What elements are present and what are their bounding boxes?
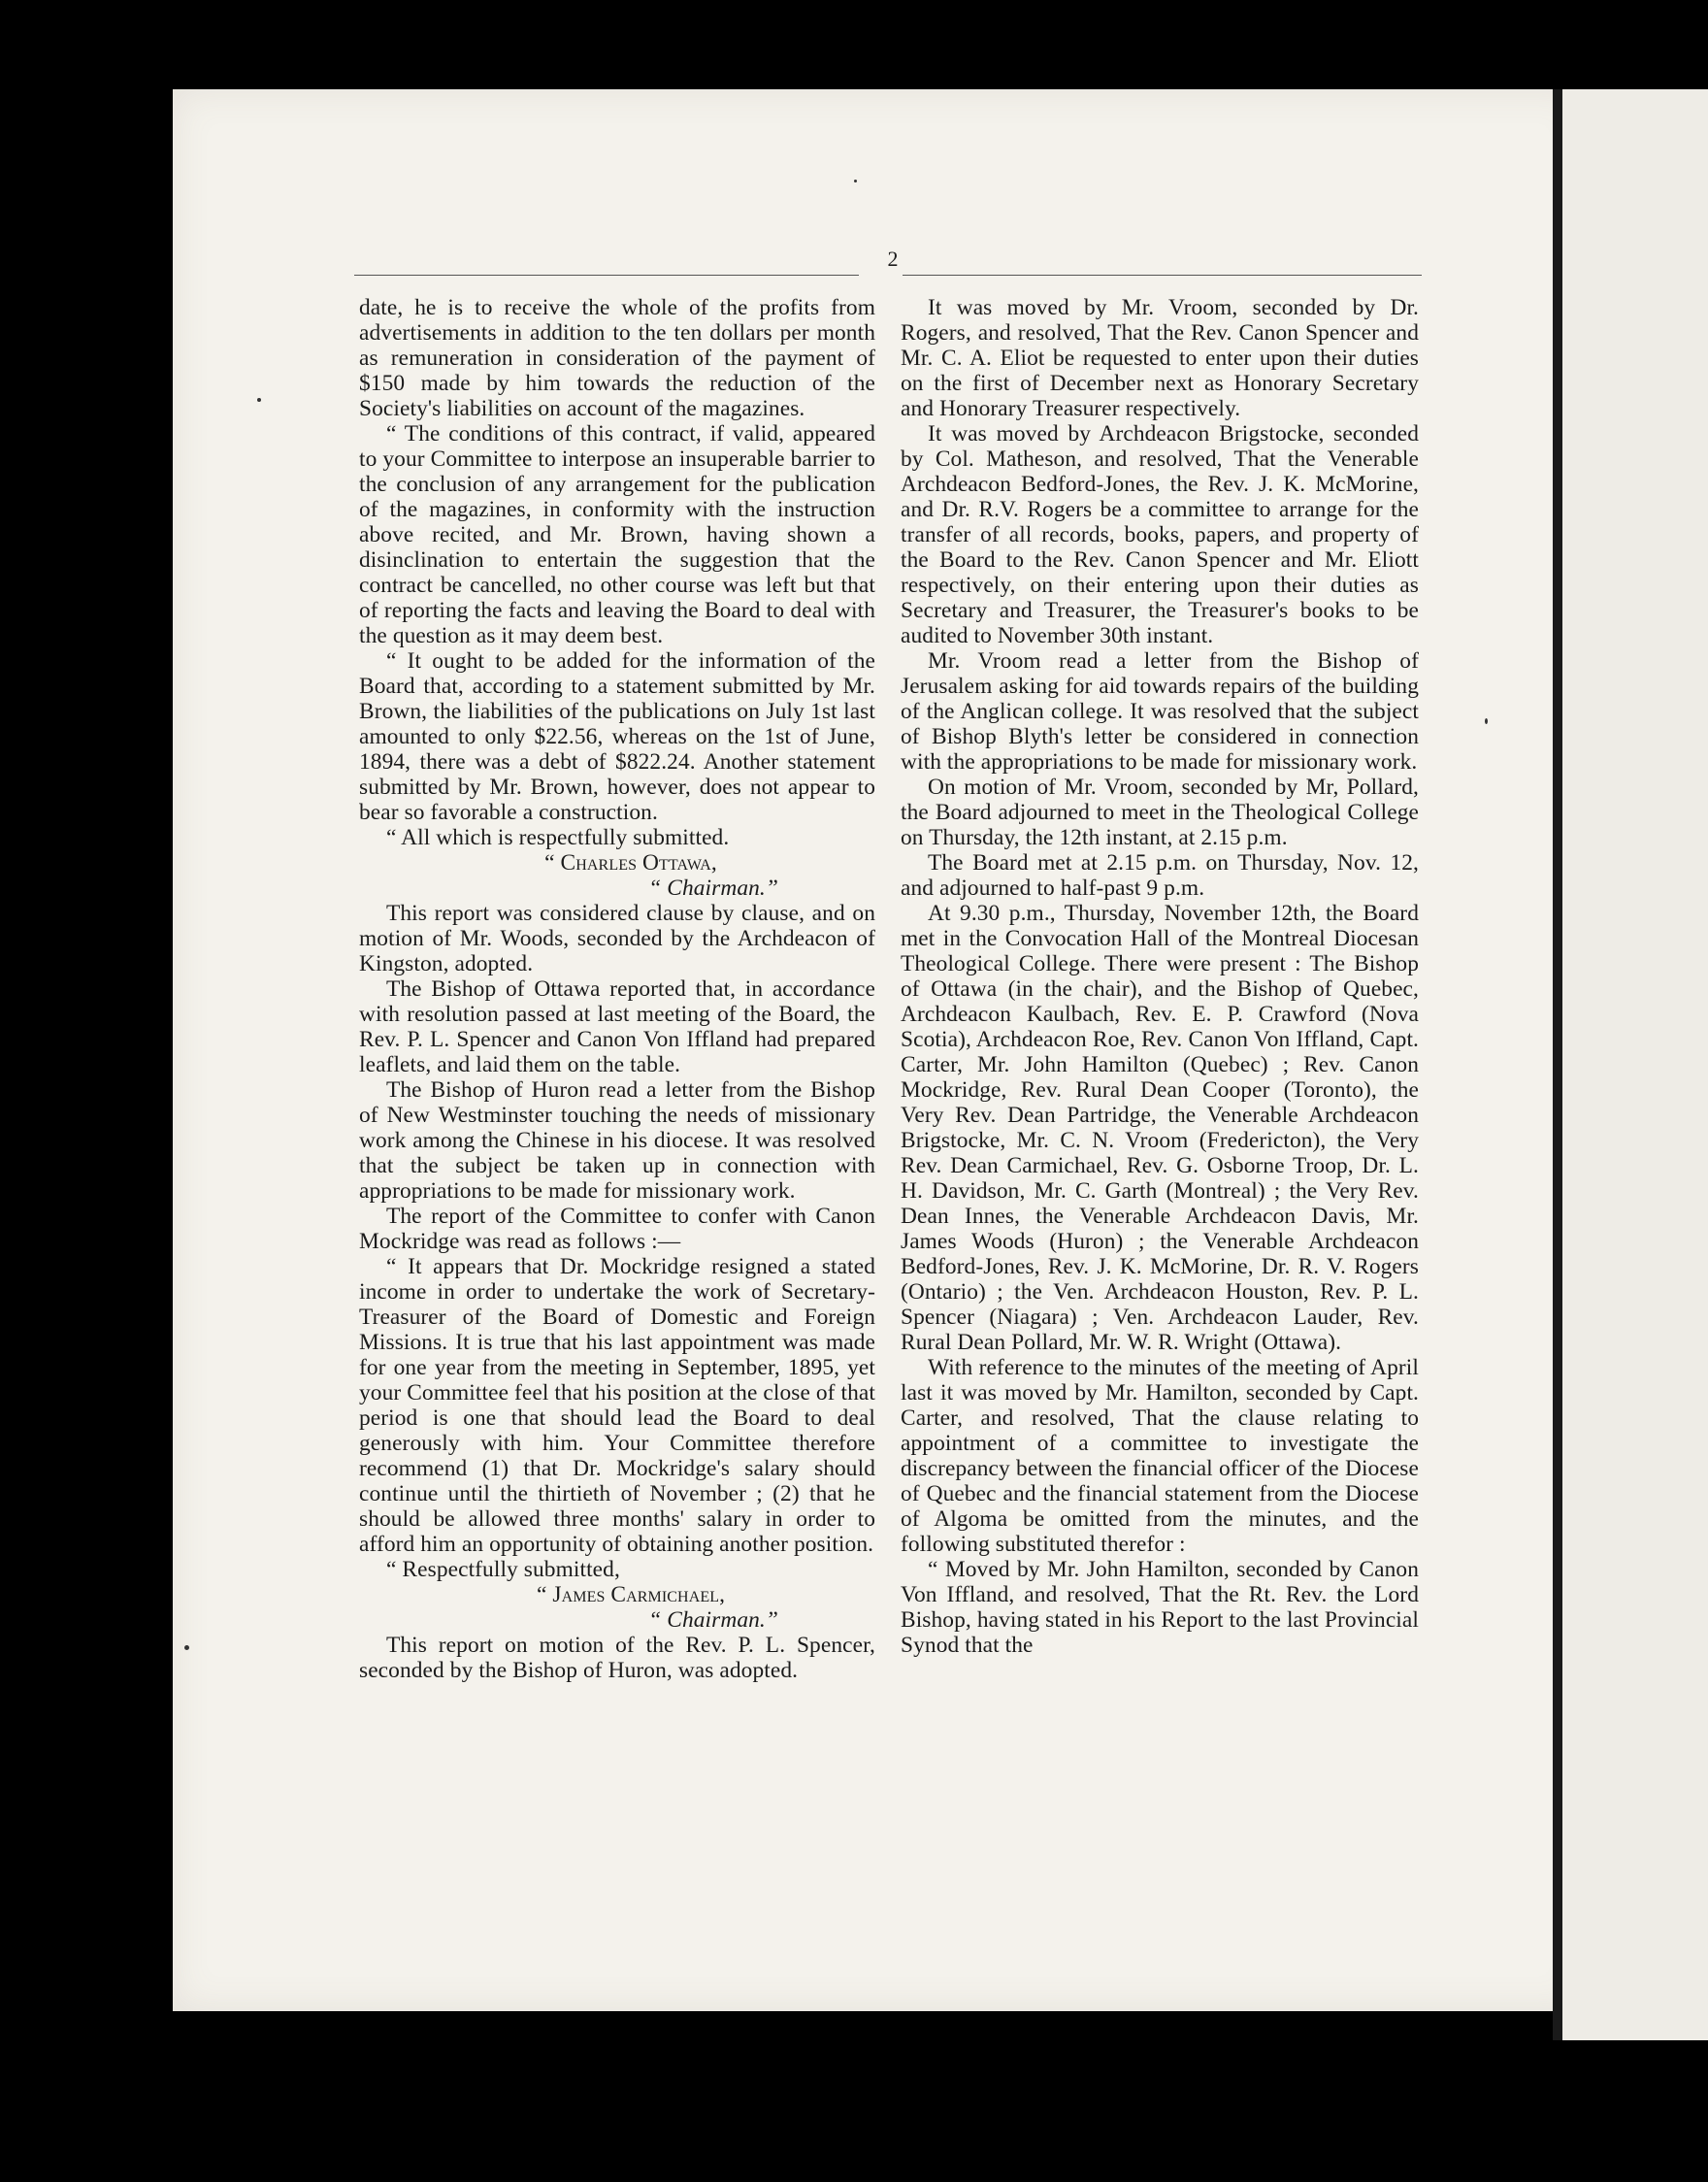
left-column <box>359 295 875 1683</box>
paragraph: With reference to the minutes of the meeting of April last it was moved by Mr. Hamilton, seconded by Capt. Carter, and resolved, That the clause relating to appointment of a committee to investigate the discrepancy between the financial officer of the Diocese of Quebec and the financial statement from the Diocese of Algoma be omitted from the minutes, and the following substituted therefor : <box>901 1355 1419 1557</box>
scan-speck <box>854 180 857 182</box>
signature-name: “ Charles Ottawa, <box>544 850 717 876</box>
scan-speck <box>184 1645 189 1650</box>
paragraph: On motion of Mr. Vroom, seconded by Mr, Pollard, the Board adjourned to meet in the Theological College on Thursday, the 12th instant, at 2.15 p.m. <box>901 775 1419 850</box>
right-column <box>901 295 1419 1658</box>
paragraph: “ It appears that Dr. Mockridge resigned a stated income in order to undertake the work of Secretary-Treasurer of the Board of Domestic and Foreign Missions. It is true that his last appointment was made for one year from the meeting in September, 1895, yet your Committee feel that his position at the close of that period is one that should lead the Board to deal generously with him. Your Committee therefore recommend (1) that Dr. Mockridge's salary should continue until the thirtieth of November ; (2) that he should be allowed three months' salary in order to afford him an opportunity of obtaining another position. <box>359 1254 875 1557</box>
paragraph: The Bishop of Huron read a letter from the Bishop of New Westminster touching the needs of missionary work among the Chinese in his diocese. It was resolved that the subject be taken up in connection with appropriations to be made for missionary work. <box>359 1077 875 1204</box>
header-rule-right <box>903 275 1422 276</box>
paragraph: This report was considered clause by clause, and on motion of Mr. Woods, seconded by the Archdeacon of Kingston, adopted. <box>359 901 875 976</box>
header-rule-left <box>354 275 859 276</box>
paragraph: “ Respectfully submitted, <box>386 1557 620 1582</box>
paragraph: Mr. Vroom read a letter from the Bishop of Jerusalem asking for aid towards repairs of the building of the Anglican college. It was resolved that the subject of Bishop Blyth's letter be considered in connection with the appropriations to be made for missionary work. <box>901 648 1419 775</box>
scan-speck <box>257 398 261 402</box>
paragraph: date, he is to receive the whole of the profits from advertisements in addition to the ten dollars per month as remuneration in consideration of the payment of $150 made by him towards the reduction of the Society's liabilities on account of the magazines. <box>359 295 875 421</box>
paragraph: “ It ought to be added for the information of the Board that, according to a statement submitted by Mr. Brown, the liabilities of the publications on July 1st last amounted to only $22.56, whereas on the 1st of June, 1894, there was a debt of $822.24. Another statement submitted by Mr. Brown, however, does not appear to bear so favorable a construction. <box>359 648 875 825</box>
adjacent-page-edge <box>1562 89 1708 2040</box>
paragraph: The report of the Committee to confer with Canon Mockridge was read as follows :— <box>359 1204 875 1254</box>
paragraph: “ The conditions of this contract, if valid, appeared to your Committee to interpose an insuperable barrier to the conclusion of any arrangement for the publication of the magazines, in conformity with the instruction above recited, and Mr. Brown, having shown a disinclination to entertain the suggestion that the contract be cancelled, no other course was left but that of reporting the facts and leaving the Board to deal with the question as it may deem best. <box>359 421 875 648</box>
scan-speck <box>1485 718 1488 724</box>
paragraph: It was moved by Mr. Vroom, seconded by Dr. Rogers, and resolved, That the Rev. Canon Spencer and Mr. C. A. Eliot be requested to enter upon their duties on the first of December next as Honorary Secretary and Honorary Treasurer respectively. <box>901 295 1419 421</box>
paragraph: This report on motion of the Rev. P. L. Spencer, seconded by the Bishop of Huron, was adopted. <box>359 1633 875 1683</box>
signature-title: “ Chairman.” <box>648 876 778 901</box>
paragraph: “ All which is respectfully submitted. <box>386 825 730 850</box>
paragraph: At 9.30 p.m., Thursday, November 12th, the Board met in the Convocation Hall of the Montreal Diocesan Theological College. There were present : The Bishop of Ottawa (in the chair), and the Bishop of Quebec, Archdeacon Kaulbach, Rev. E. P. Crawford (Nova Scotia), Archdeacon Roe, Rev. Canon Von Iffland, Capt. Carter, Mr. John Hamilton (Quebec) ; Rev. Canon Mockridge, Rev. Rural Dean Cooper (Toronto), the Very Rev. Dean Partridge, the Venerable Archdeacon Brigstocke, Mr. C. N. Vroom (Fredericton), the Very Rev. Dean Carmichael, Rev. G. Osborne Troop, Dr. L. H. Davidson, Mr. C. Garth (Montreal) ; the Very Rev. Dean Innes, the Venerable Archdeacon Davis, Mr. James Woods (Huron) ; the Venerable Archdeacon Bedford-Jones, Rev. J. K. McMorine, Dr. R. V. Rogers (Ontario) ; the Ven. Archdeacon Houston, Rev. P. L. Spencer (Niagara) ; Ven. Archdeacon Lauder, Rev. Rural Dean Pollard, Mr. W. R. Wright (Ottawa). <box>901 901 1419 1355</box>
signature-title: “ Chairman.” <box>648 1607 778 1633</box>
page-number: 2 <box>887 247 899 271</box>
paragraph: The Board met at 2.15 p.m. on Thursday, Nov. 12, and adjourned to half-past 9 p.m. <box>901 850 1419 901</box>
paragraph: The Bishop of Ottawa reported that, in accordance with resolution passed at last meeting of the Board, the Rev. P. L. Spencer and Canon Von Iffland had prepared leaflets, and laid them on the table. <box>359 976 875 1077</box>
signature-name: “ James Carmichael, <box>536 1582 726 1607</box>
paragraph: It was moved by Archdeacon Brigstocke, seconded by Col. Matheson, and resolved, That the Venerable Archdeacon Bedford-Jones, the Rev. J. K. McMorine, and Dr. R.V. Rogers be a committee to arrange for the transfer of all records, books, papers, and property of the Board to the Rev. Canon Spencer and Mr. Eliott respectively, on their entering upon their duties as Secretary and Treasurer, the Treasurer's books to be audited to November 30th instant. <box>901 421 1419 648</box>
paragraph: “ Moved by Mr. John Hamilton, seconded by Canon Von Iffland, and resolved, That the Rt. Rev. the Lord Bishop, having stated in his Report to the last Provincial Synod that the <box>901 1557 1419 1658</box>
